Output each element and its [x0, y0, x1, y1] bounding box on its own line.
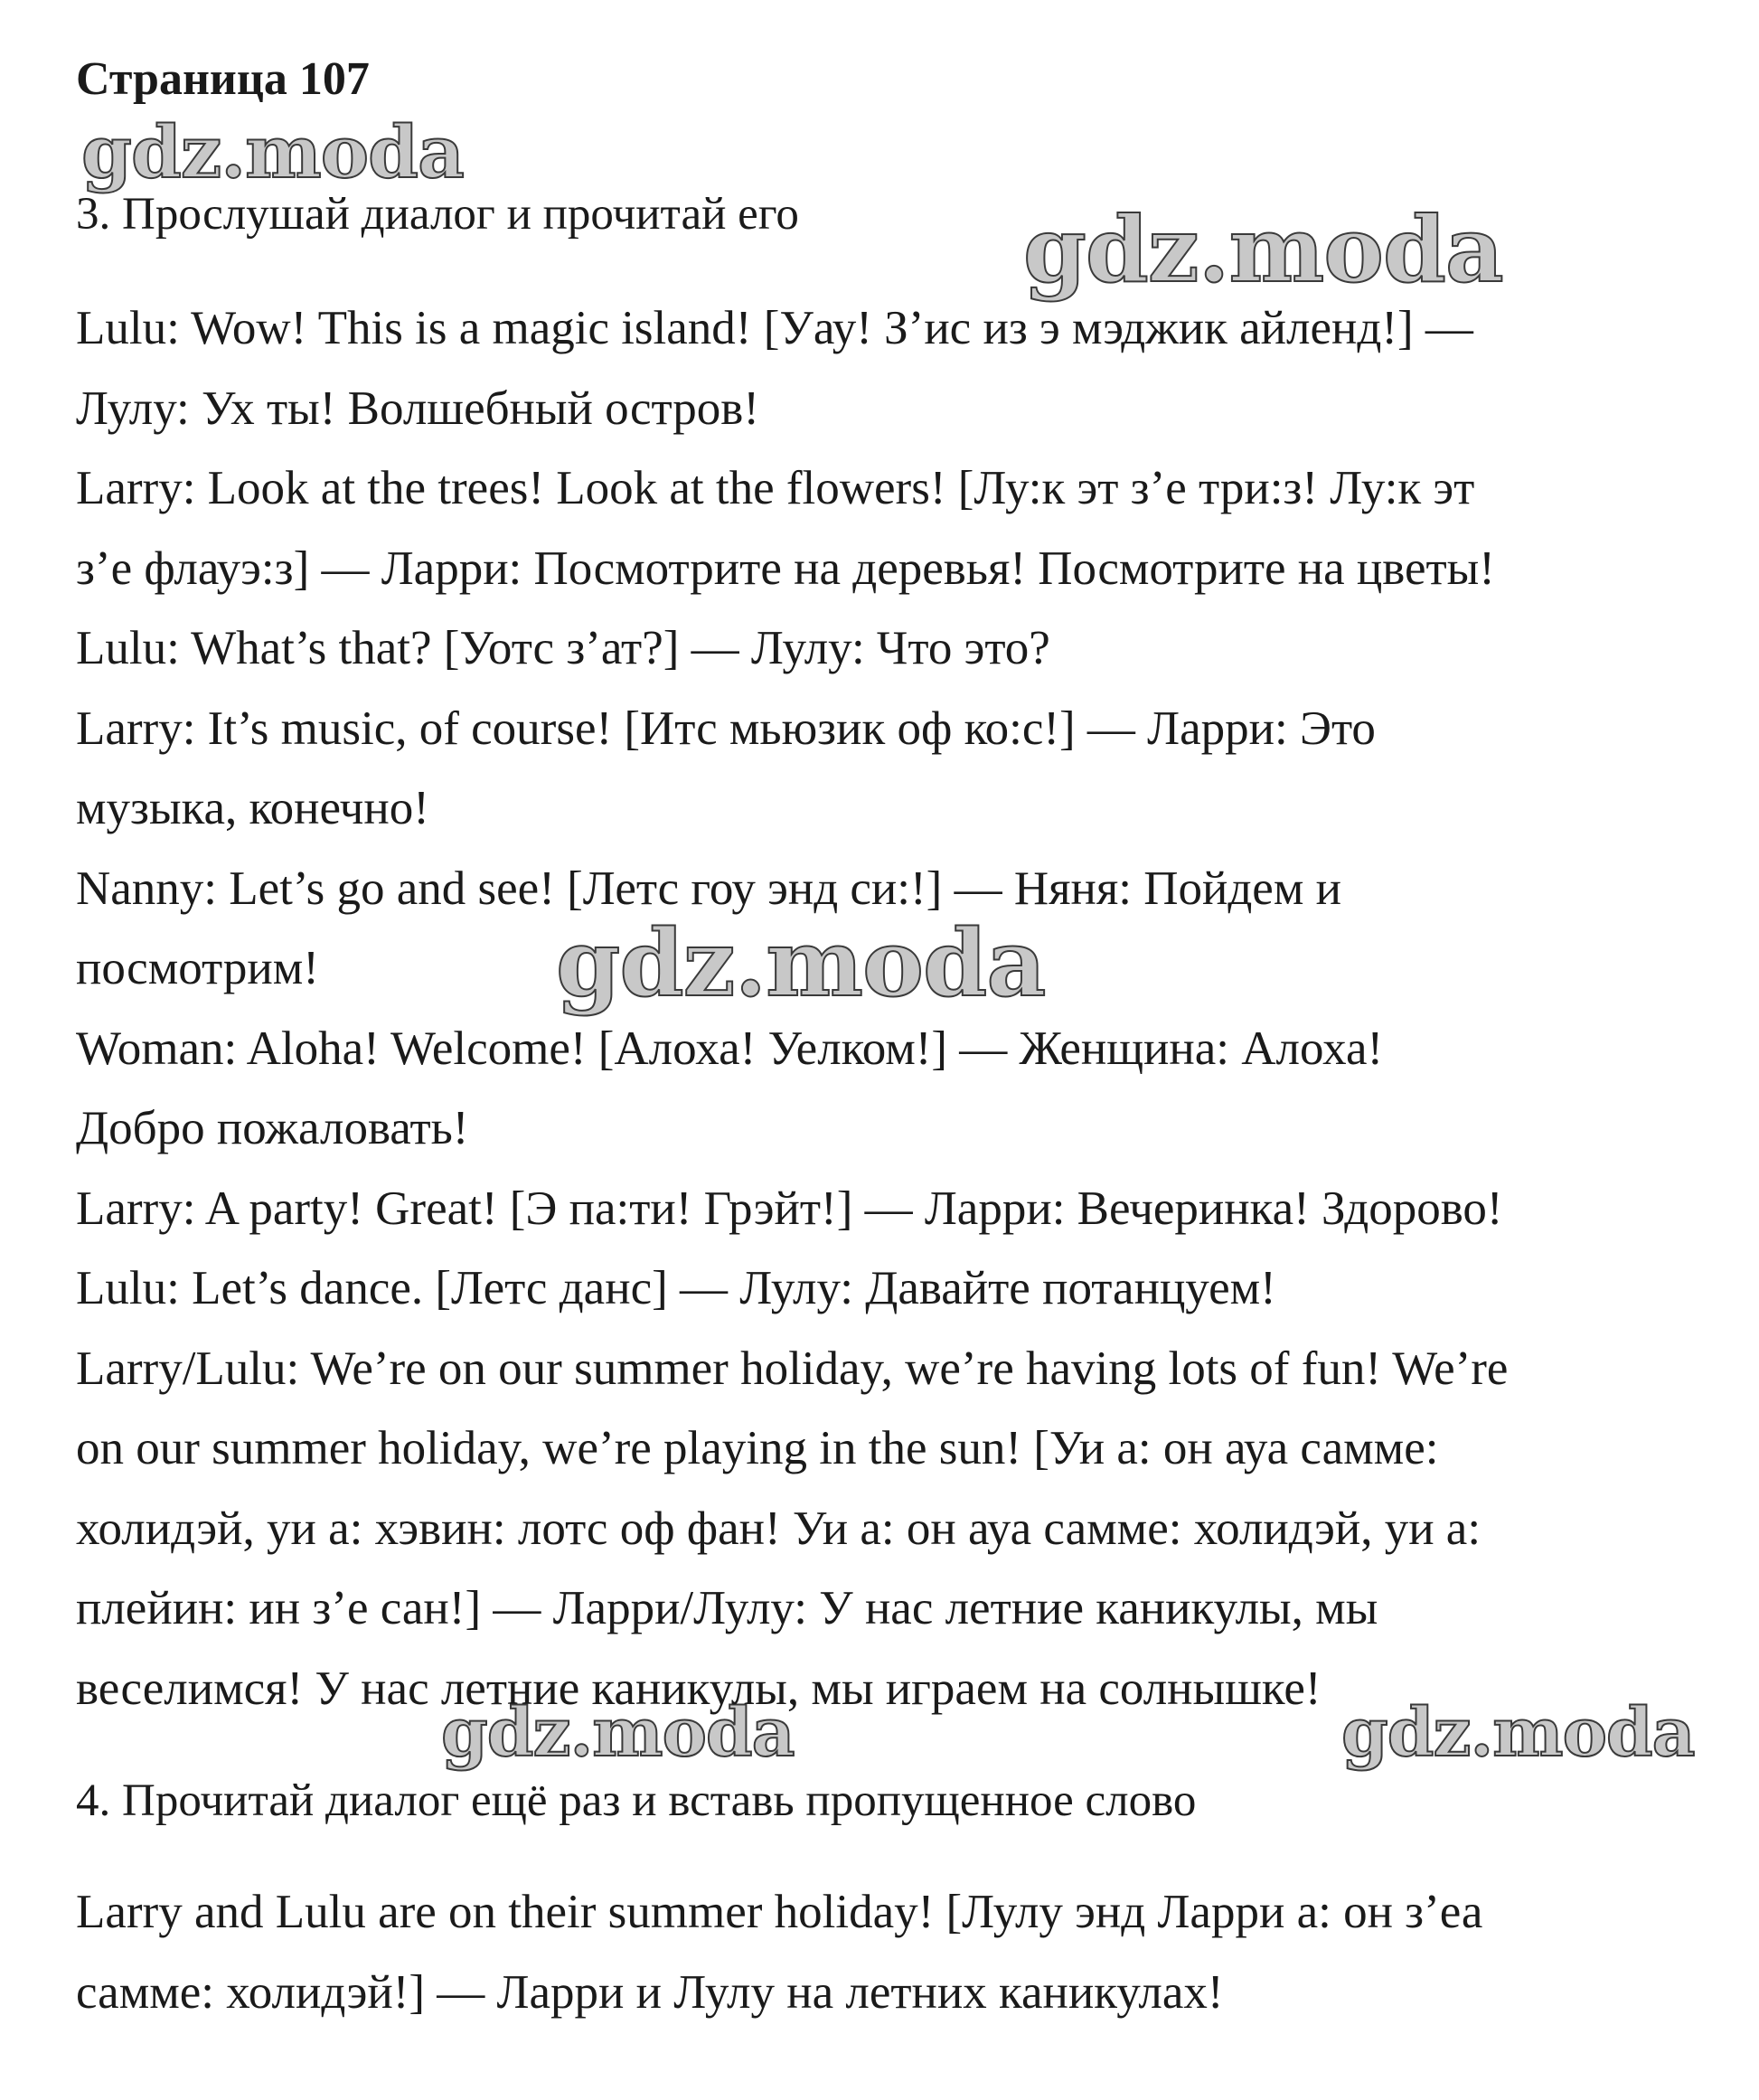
dialog-line: Larry: A party! Great! [Э па:ти! Грэйт!] — Ларри: Вечеринка! Здорово! — [76, 1182, 1503, 1235]
dialog-line: Woman: Aloha! Welcome! [Алоха! Уелком!] — Женщина: Алоха! — [76, 1022, 1384, 1075]
dialog-line: Lulu: Let’s dance. [Летс данс] — Лулу: Давайте потанцуем! — [76, 1262, 1276, 1314]
dialog-line: Добро пожаловать! — [76, 1102, 469, 1154]
dialog-line: веселимся! У нас летние каникулы, мы играем на солнышке! — [76, 1662, 1322, 1715]
task-3-dialog — [76, 288, 1703, 1728]
dialog-line: Larry/Lulu: We’re on our summer holiday, we’re having lots of fun! We’re — [76, 1342, 1509, 1395]
dialog-line: посмотрим! — [76, 942, 319, 994]
dialog-line: Larry: Look at the trees! Look at the flowers! [Лу:к эт з’е три:з! Лу:к эт — [76, 462, 1475, 514]
watermark: gdz.moda — [441, 1694, 795, 1772]
dialog-line: on our summer holiday, we’re playing in the sun! [Уи а: он ауа самме: — [76, 1422, 1439, 1474]
dialog-line: з’е флауэ:з] — Ларри: Посмотрите на деревья! Посмотрите на цветы! — [76, 541, 1495, 595]
watermark: gdz.moda — [1023, 196, 1503, 303]
dialog-line: плейин: ин з’е сан!] — Ларри/Лулу: У нас летние каникулы, мы — [76, 1582, 1378, 1634]
task-4-text — [76, 1872, 1703, 2032]
dialog-line: холидэй, уи а: хэвин: лотс оф фан! Уи а: он ауа самме: холидэй, уи а: — [76, 1502, 1482, 1555]
dialog-line: Lulu: What’s that? [Уотс з’ат?] — Лулу: Что это? — [76, 622, 1050, 674]
watermark: gdz.moda — [1341, 1694, 1695, 1772]
task-4-line: самме: холидэй!] — Ларри и Лулу на летних каникулах! — [76, 1965, 1224, 2019]
dialog-line: Лулу: Ух ты! Волшебный остров! — [76, 381, 759, 435]
page-title: Страница 107 — [76, 53, 370, 105]
watermark: gdz.moda — [556, 909, 1046, 1018]
watermark: gdz.moda — [81, 109, 464, 194]
dialog-line: Nanny: Let’s go and see! [Летс гоу энд си:!] — Няня: Пойдем и — [76, 862, 1341, 915]
task-4-line: Larry and Lulu are on their summer holiday! [Лулу энд Ларри а: он з’еа — [76, 1886, 1483, 1938]
task-4-heading: 4. Прочитай диалог ещё раз и вставь пропущенное слово — [76, 1775, 1197, 1826]
task-3-heading: 3. Прослушай диалог и прочитай его — [76, 189, 799, 240]
dialog-line: музыка, конечно! — [76, 782, 429, 834]
dialog-line: Larry: It’s music, of course! [Итс мьюзик оф ко:с!] — Ларри: Это — [76, 702, 1376, 755]
dialog-line: Lulu: Wow! This is a magic island! [Уау! З’ис из э мэджик айленд!] — — [76, 302, 1473, 354]
